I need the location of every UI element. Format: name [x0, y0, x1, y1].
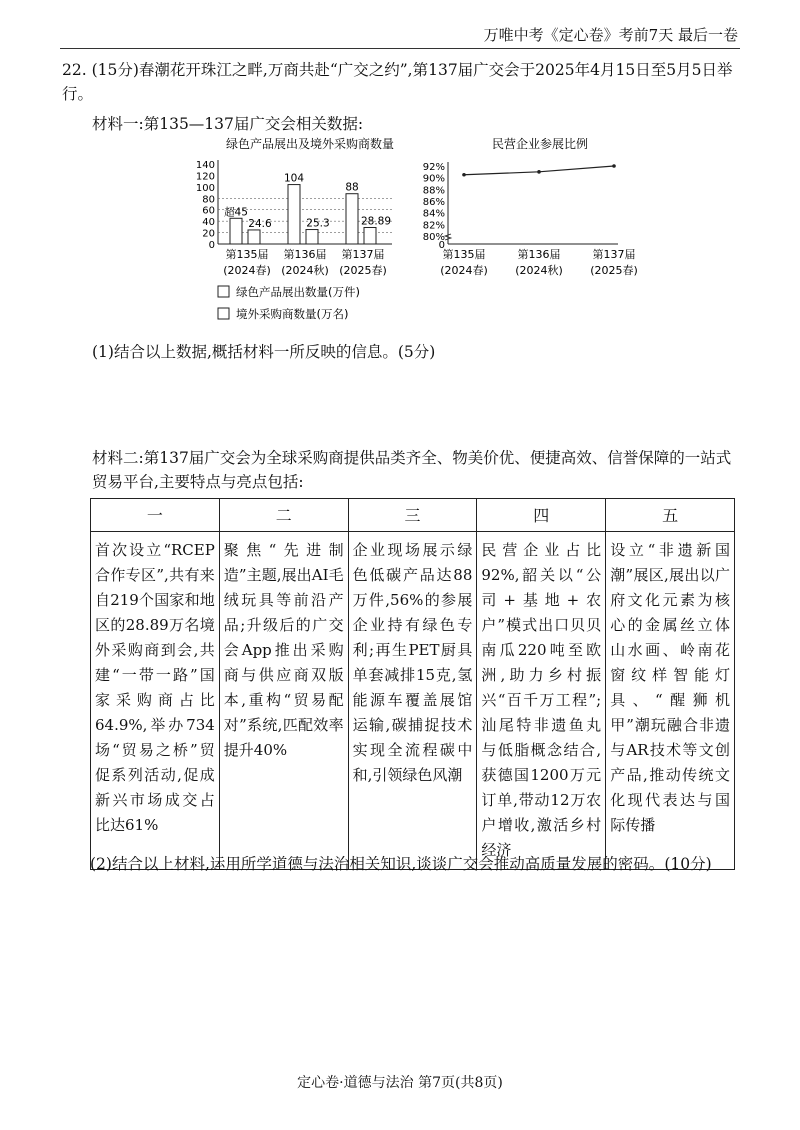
data-label: 24.6 — [248, 217, 272, 230]
data-point — [462, 173, 466, 177]
bar — [346, 194, 358, 244]
y-tick-label: 140 — [195, 160, 215, 171]
table-header: 四 — [477, 499, 606, 532]
y-tick-label: 80% — [422, 232, 445, 243]
bar — [248, 230, 260, 244]
axis-break-mark — [445, 234, 451, 240]
material1-title: 材料一:第135—137届广交会相关数据: — [92, 115, 364, 133]
legend-label: 境外采购商数量(万名) — [236, 307, 349, 321]
y-tick-label: 92% — [422, 162, 445, 173]
table-cell: 民营企业占比92%,韶关以“公司+基地+农户”模式出口贝贝南瓜220吨至欧洲,助力乡村振兴“百千万工程”;汕尾特非遗鱼丸与低脂概念结合,获德国1200万元订单,带动12万农户增收,激活乡村经济 — [477, 532, 606, 870]
table-header: 五 — [606, 499, 735, 532]
bar — [288, 185, 300, 244]
x-tick-sublabel: (2024春) — [223, 264, 271, 277]
bar — [306, 230, 318, 244]
table-header: 一 — [91, 499, 220, 532]
page-header: 万唯中考《定心卷》考前7天 最后一卷 — [483, 26, 738, 44]
table-cell: 首次设立“RCEP合作专区”,共有来自219个国家和地区的28.89万名境外采购商到会,共建“一带一路”国家采购商占比64.9%,举办734场“贸易之桥”贸促系列活动,促成新兴市场成交占比达61% — [91, 532, 220, 870]
table-cell: 聚焦“先进制造”主题,展出AI毛绒玩具等前沿产品;升级后的广交会App推出采购商与供应商双版本,重构“贸易配对”系统,匹配效率提升40% — [219, 532, 348, 870]
legend-swatch — [218, 286, 229, 297]
x-tick-label: 第136届 — [283, 248, 327, 261]
bar — [364, 227, 376, 244]
data-point — [612, 164, 616, 168]
data-label: 104 — [283, 172, 305, 185]
table-header-row — [91, 499, 735, 532]
data-point — [537, 170, 541, 174]
question-2: (2)结合以上材料,运用所学道德与法治相关知识,谈谈广交会推动高质量发展的密码。(10分) — [90, 855, 712, 873]
y-tick-label: 60 — [202, 205, 215, 217]
x-tick-label: 第137届 — [592, 248, 636, 261]
x-tick-label: 第135届 — [442, 248, 486, 261]
y-tick-label: 86% — [422, 197, 445, 208]
x-tick-sublabel: (2025春) — [590, 264, 638, 277]
material2-intro: 材料二:第137届广交会为全球采购商提供品类齐全、物美价优、便捷高效、信誉保障的一站式贸易平台,主要特点与亮点包括: — [92, 449, 732, 491]
data-label: 25.3 — [306, 217, 330, 230]
y-tick-label: 40 — [202, 217, 215, 229]
x-tick-label: 第137届 — [341, 248, 385, 261]
table-row — [91, 532, 735, 870]
legend-label: 绿色产品展出数量(万件) — [236, 285, 360, 299]
y-tick-label: 80 — [202, 194, 215, 206]
y-tick-label: 90% — [422, 173, 445, 185]
table-header: 三 — [348, 499, 477, 532]
y-tick-label: 120 — [195, 171, 215, 183]
private-enterprise-line-chart — [410, 132, 720, 282]
data-label: 28.89 — [360, 215, 392, 228]
x-tick-sublabel: (2024春) — [440, 264, 488, 277]
question-intro: 22. (15分)春潮花开珠江之畔,万商共赴“广交之约”,第137届广交会于2025年4月15日至5月5日举行。 — [62, 61, 733, 103]
y-tick-label: 0 — [438, 240, 445, 251]
y-tick-label: 82% — [422, 220, 445, 232]
data-label: 88 — [345, 181, 359, 194]
y-tick-label: 0 — [208, 240, 215, 251]
bar — [230, 218, 242, 244]
y-tick-label: 20 — [202, 228, 215, 240]
y-tick-label: 84% — [422, 208, 445, 220]
y-tick-label: 100 — [195, 182, 215, 194]
x-tick-label: 第135届 — [225, 248, 269, 261]
header-divider — [60, 48, 740, 49]
data-label: 超45 — [224, 206, 248, 219]
x-tick-sublabel: (2024秋) — [515, 264, 563, 277]
x-tick-sublabel: (2024秋) — [281, 264, 329, 277]
chart-title: 民营企业参展比例 — [491, 137, 589, 151]
x-tick-label: 第136届 — [517, 248, 561, 261]
table-cell: 企业现场展示绿色低碳产品达88万件,56%的参展企业持有绿色专利;再生PET厨具单套减排15克,氢能源车覆盖展馆运输,碳捕捉技术实现全流程碳中和,引领绿色风潮 — [348, 532, 477, 870]
page-footer: 定心卷·道德与法治 第7页(共8页) — [297, 1075, 503, 1091]
legend-swatch — [218, 308, 229, 319]
y-tick-label: 88% — [422, 185, 445, 197]
question-1: (1)结合以上数据,概括材料一所反映的信息。(5分) — [92, 343, 436, 361]
features-table — [90, 498, 735, 870]
table-header: 二 — [219, 499, 348, 532]
x-tick-sublabel: (2025春) — [339, 264, 387, 277]
chart-title: 绿色产品展出及境外采购商数量 — [225, 137, 395, 151]
table-cell: 设立“非遗新国潮”展区,展出以广府文化元素为核心的金属丝立体山水画、岭南花窗纹样智能灯具、“醒狮机甲”潮玩融合非遗与AR技术等文创产品,推动传统文化现代表达与国际传播 — [606, 532, 735, 870]
